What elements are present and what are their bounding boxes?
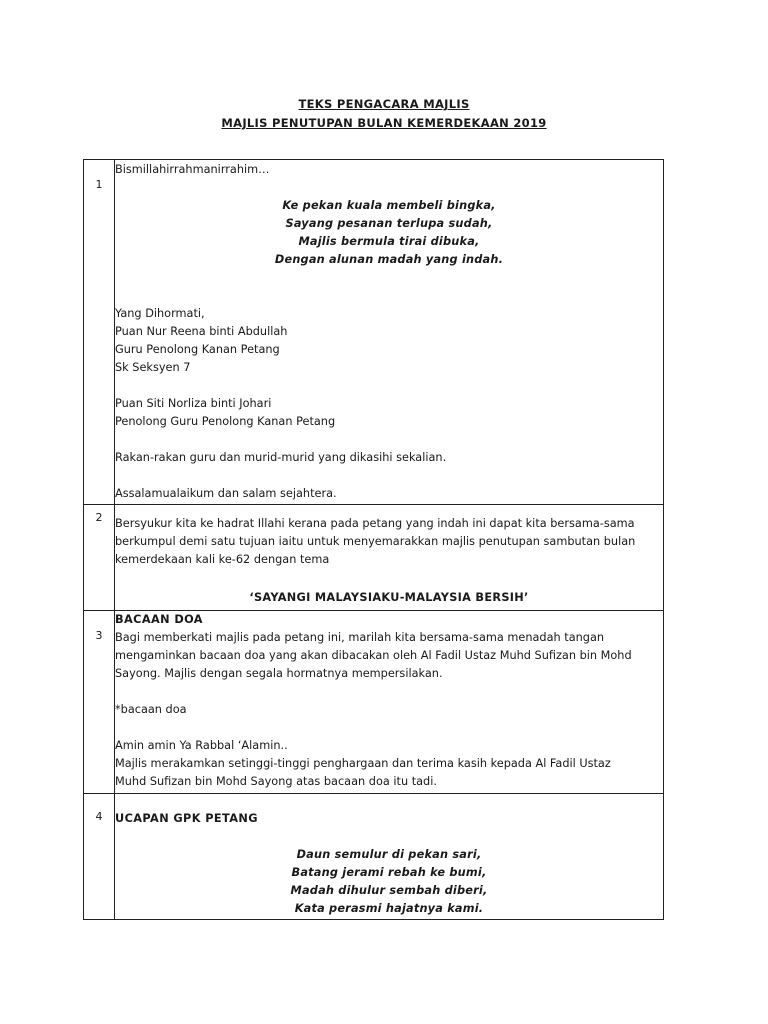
pantun-line: Kata perasmi hajatnya kami. xyxy=(294,902,484,915)
table-row xyxy=(84,160,664,505)
pantun-line: Dengan alunan madah yang indah. xyxy=(274,253,504,266)
paragraph-line: mengaminkan bacaan doa yang akan dibacakan oleh Al Fadil Ustaz Muhd Sufizan bin Mohd xyxy=(115,649,632,662)
row-number: 3 xyxy=(95,629,103,642)
paragraph-line: Bagi memberkati majlis pada petang ini, marilah kita bersama-sama menadah tangan xyxy=(115,631,605,644)
table-row xyxy=(84,505,664,611)
script-table xyxy=(83,159,664,920)
greeting-line: Sk Seksyen 7 xyxy=(115,361,191,374)
salam-line: Assalamualaikum dan salam sejahtera. xyxy=(115,487,337,500)
row-number: 1 xyxy=(95,178,103,191)
greeting-line: Guru Penolong Kanan Petang xyxy=(115,343,280,356)
opening-text: Bismillahirrahmanirrahim… xyxy=(115,163,270,176)
row-number: 2 xyxy=(95,511,103,524)
theme-text: ‘SAYANGI MALAYSIAKU-MALAYSIA BERSIH’ xyxy=(249,591,529,604)
note-line: *bacaan doa xyxy=(115,703,187,716)
document-subtitle: MAJLIS PENUTUPAN BULAN KEMERDEKAAN 2019 xyxy=(221,116,547,130)
paragraph-line: berkumpul demi satu tujuan iaitu untuk menyemarakkan majlis penutupan sambutan bulan xyxy=(115,535,636,548)
paragraph-line: Sayong. Majlis dengan segala hormatnya mempersilakan. xyxy=(115,667,443,680)
table-row xyxy=(84,794,664,920)
greeting-line: Puan Nur Reena binti Abdullah xyxy=(115,325,288,338)
row-number-cell xyxy=(84,160,115,505)
section-heading: UCAPAN GPK PETANG xyxy=(115,812,258,825)
pantun-line: Daun semulur di pekan sari, xyxy=(296,848,482,861)
row-content-cell xyxy=(115,794,664,920)
document-title: TEKS PENGACARA MAJLIS xyxy=(298,97,470,111)
greeting-line: Yang Dihormati, xyxy=(115,307,205,320)
pantun-line: Majlis bermula tirai dibuka, xyxy=(298,235,480,248)
pantun-line: Batang jerami rebah ke bumi, xyxy=(291,866,487,879)
row-number-cell xyxy=(84,794,115,920)
row-number-cell xyxy=(84,611,115,794)
audience-line: Rakan-rakan guru dan murid-murid yang dikasihi sekalian. xyxy=(115,451,447,464)
paragraph-line: kemerdekaan kali ke-62 dengan tema xyxy=(115,553,330,566)
pantun-line: Sayang pesanan terlupa sudah, xyxy=(285,217,493,230)
row-number-cell xyxy=(84,505,115,611)
pantun-line: Ke pekan kuala membeli bingka, xyxy=(282,199,496,212)
row-number: 4 xyxy=(95,810,103,823)
pantun-line: Madah dihulur sembah diberi, xyxy=(290,884,488,897)
paragraph-line: Muhd Sufizan bin Mohd Sayong atas bacaan doa itu tadi. xyxy=(115,775,437,788)
paragraph-line: Majlis merakamkan setinggi-tinggi penghargaan dan terima kasih kepada Al Fadil Ustaz xyxy=(115,757,611,770)
row-content-cell xyxy=(115,611,664,794)
paragraph-line: Bersyukur kita ke hadrat Illahi kerana pada petang yang indah ini dapat kita bersama-sama xyxy=(115,517,635,530)
section-heading: BACAAN DOA xyxy=(115,613,203,626)
guest-line: Puan Siti Norliza binti Johari xyxy=(115,397,272,410)
amin-line: Amin amin Ya Rabbal ‘Alamin.. xyxy=(115,739,288,752)
table-row xyxy=(84,611,664,794)
row-content-cell xyxy=(115,160,664,505)
row-content-cell xyxy=(115,505,664,611)
guest-line: Penolong Guru Penolong Kanan Petang xyxy=(115,415,336,428)
